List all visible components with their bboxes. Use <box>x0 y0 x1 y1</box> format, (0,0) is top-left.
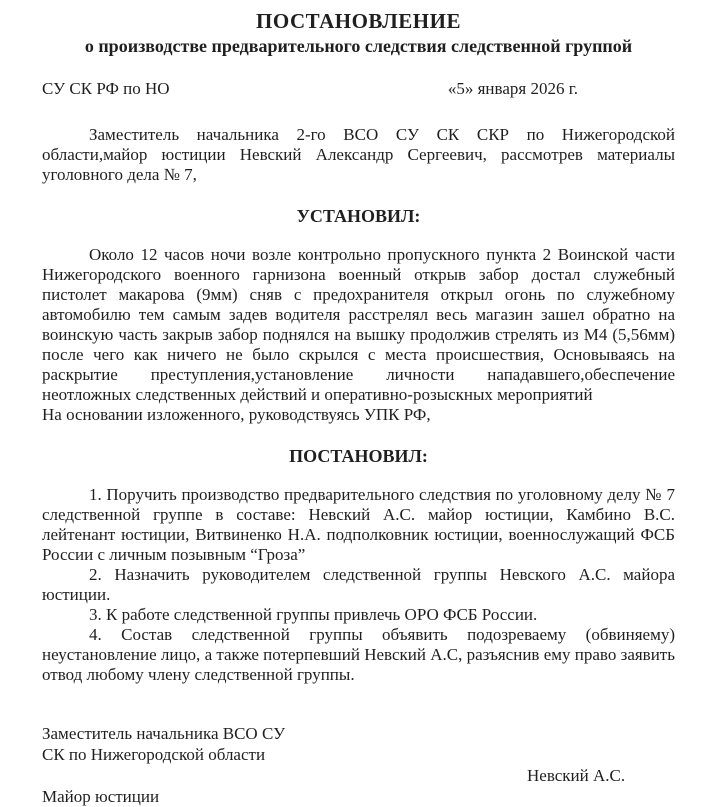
signatory-name: Невский А.С. <box>527 766 626 785</box>
meta-row <box>42 78 675 99</box>
established-paragraph: Около 12 часов ночи возле контрольно пропускного пункта 2 Воинской части Нижегородского военного гарнизона военный открыв забор достал служебный пистолет макарова (9мм) сняв с предохранителя открыл огонь по служебному автомобилю тем самым задев водителя расстрелял весь магазин зашел обратно на воинскую часть закрыв забор поднялся на вышку продолжив стрелять из М4 (5,56мм) после чего как ничего не было скрылся с места происшествия, Основываясь на раскрытие преступления,установление личности нападавшего,обеспечение неотложных следственных действий и оперативно-розыскных мероприятий <box>42 245 675 404</box>
document-title: ПОСТАНОВЛЕНИЕ <box>256 9 461 33</box>
resolved-heading: ПОСТАНОВИЛ: <box>289 446 428 466</box>
signatory-position-line-2: СК по Нижегородской области <box>42 745 266 764</box>
established-heading: УСТАНОВИЛ: <box>296 206 421 226</box>
signatory-position-line-1: Заместитель начальника ВСО СУ <box>42 724 286 743</box>
legal-basis-paragraph: На основании изложенного, руководствуясь УПК РФ, <box>42 405 431 424</box>
resolved-item-2: 2. Назначить руководителем следственной группы Невского А.С. майора юстиции. <box>42 565 675 604</box>
resolved-item-3: 3. К работе следственной группы привлечь ОРО ФСБ России. <box>89 605 538 624</box>
signatory-rank: Майор юстиции <box>42 787 160 806</box>
resolved-items-list <box>42 485 675 685</box>
document-date: «5» января 2026 г. <box>447 79 578 98</box>
signature-block <box>42 723 675 807</box>
issuing-authority: СУ СК РФ по НО <box>42 79 170 98</box>
document-subtitle: о производстве предварительного следствия следственной группой <box>84 36 633 56</box>
resolved-item-4: 4. Состав следственной группы объявить подозреваему (обвиняему) неустановление лицо, а также потерпевший Невский А.С, разъяснив ему право заявить отвод любому члену следственной группы. <box>42 625 675 684</box>
preamble-paragraph: Заместитель начальника 2-го ВСО СУ СК СКР по Нижегородской области,майор юстиции Невский Александр Сергеевич, рассмотрев материалы уголовного дела № 7, <box>42 125 675 184</box>
resolved-item-1: 1. Поручить производство предварительного следствия по уголовному делу № 7 следственной группе в составе: Невский А.С. майор юстиции, Камбино В.С. лейтенант юстиции, Витвиненко Н.А. подполковник юстиции, военнослужащий ФСБ России с личным позывным “Гроза” <box>42 485 675 564</box>
